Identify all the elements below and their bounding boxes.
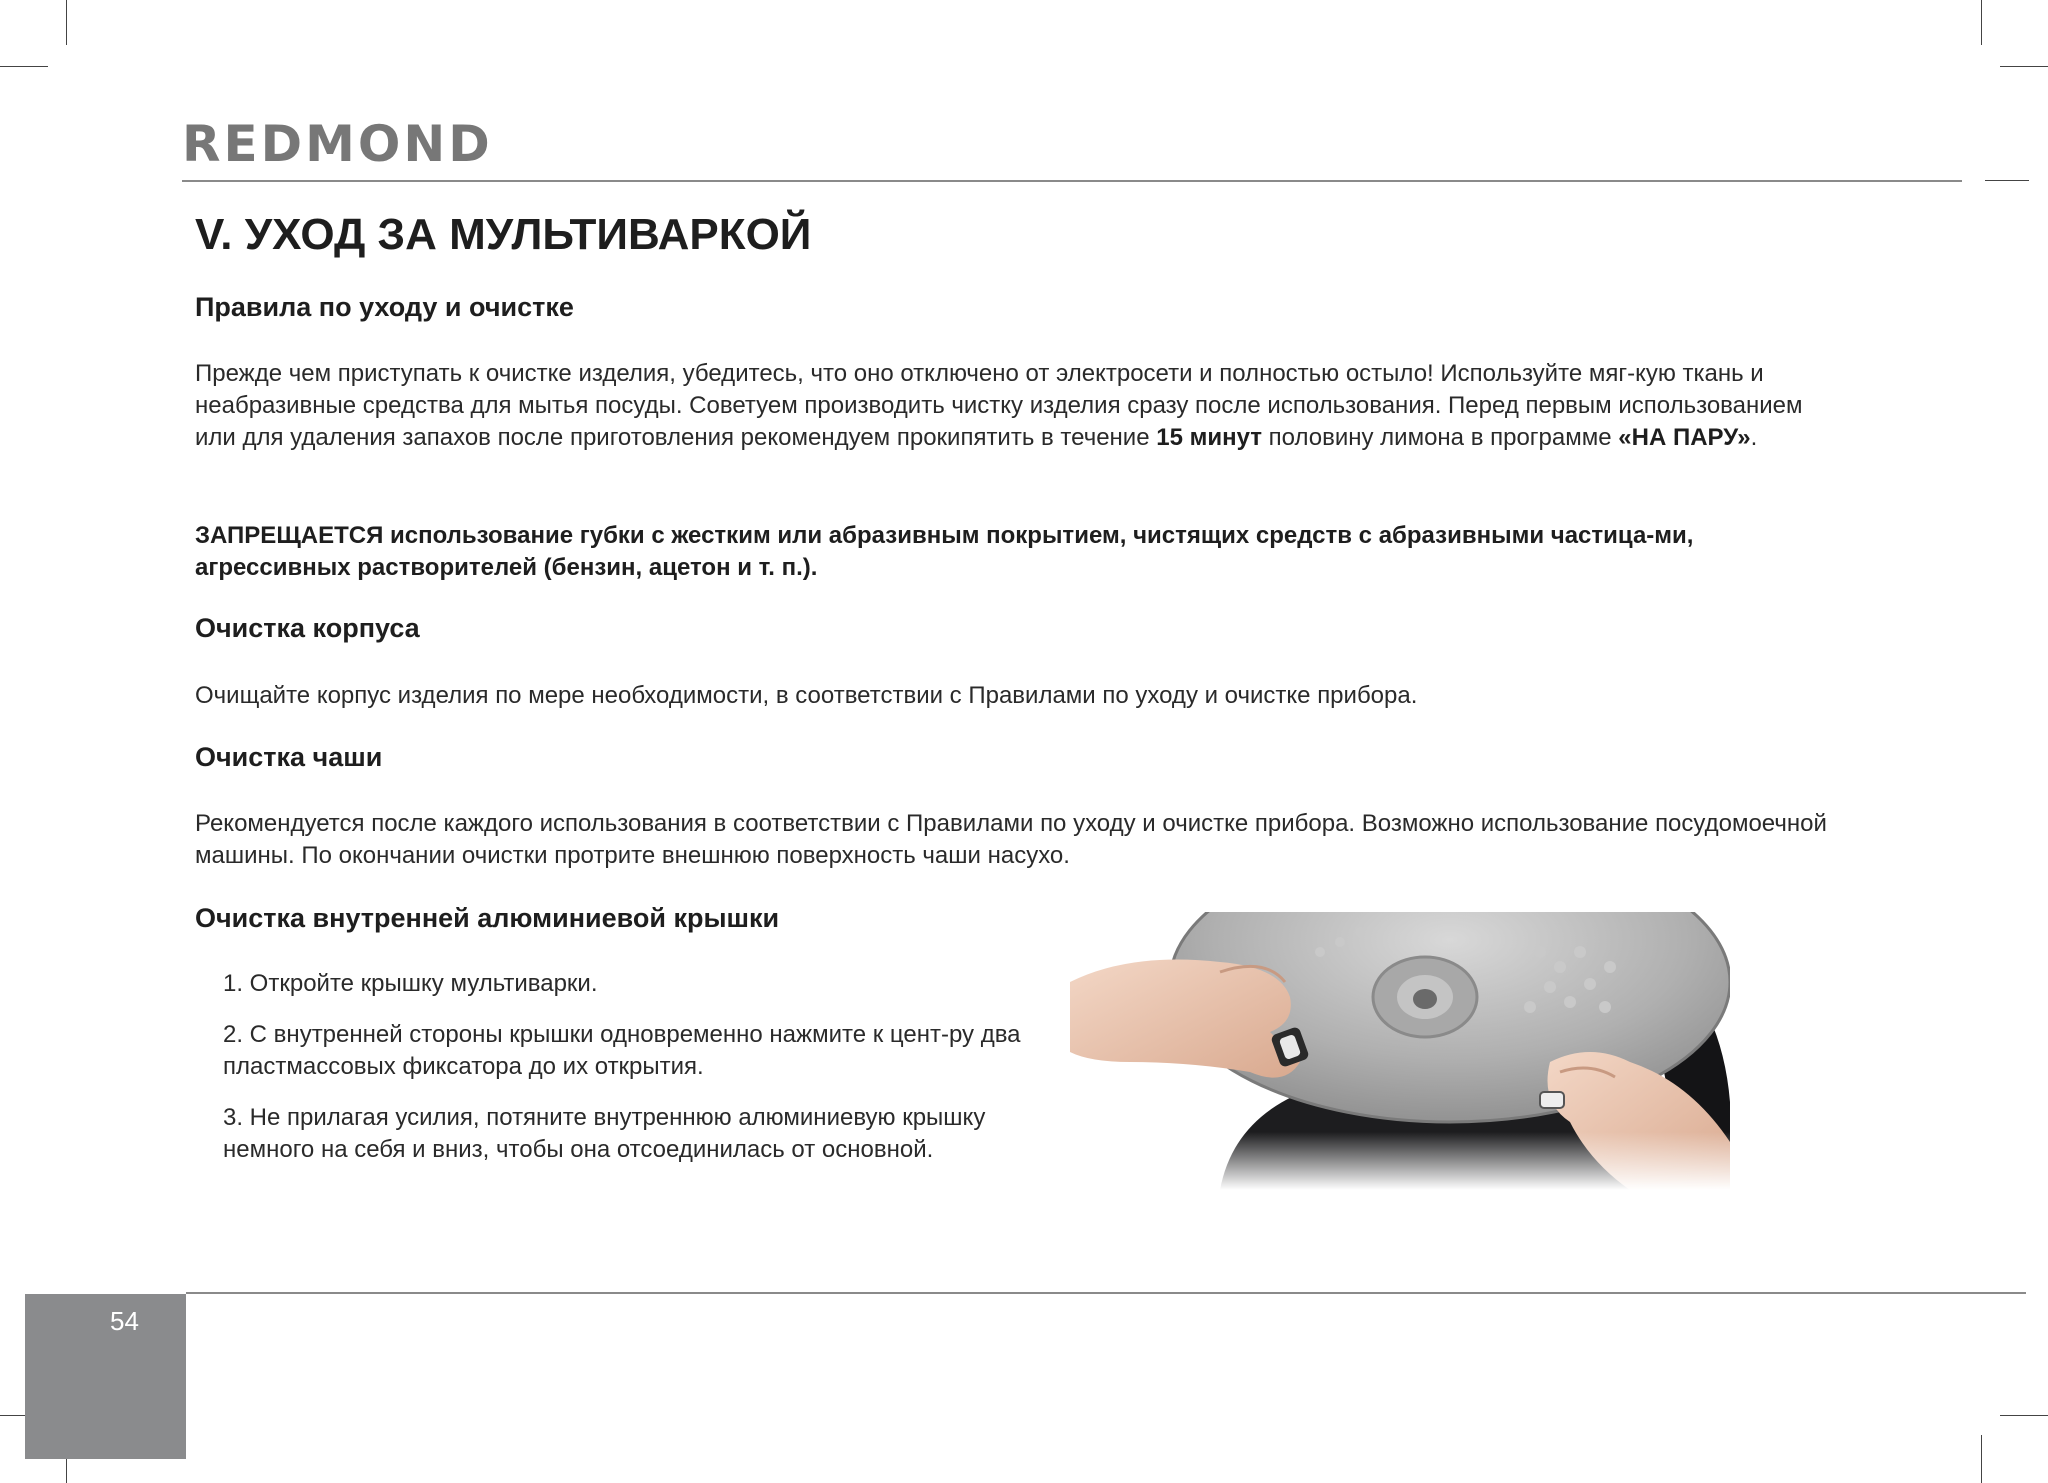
crop-mark [1981,1435,1982,1483]
warning-paragraph: ЗАПРЕЩАЕТСЯ использование губки с жестким или абразивным покрытием, чистящих средств с абразивными частица-ми, агрессивных растворителей (бензин, ацетон и т. п.). [195,522,1694,581]
crop-mark [1981,0,1982,45]
lid-cleaning-heading: Очистка внутренней алюминиевой крышки [195,903,780,933]
body-cleaning-heading: Очистка корпуса [195,613,420,643]
list-item: 2. С внутренней стороны крышки одновременно нажмите к цент-ру два пластмассовых фиксатора до их открытия. [223,1021,1021,1080]
lid-cleaning-steps [223,968,1043,1185]
section-title: V. УХОД ЗА МУЛЬТИВАРКОЙ [195,210,812,259]
crop-mark [2000,66,2048,67]
header-divider [182,180,1962,182]
lid-removal-illustration [1070,912,1730,1190]
list-item: 1. Откройте крышку мультиварки. [223,970,598,997]
page-number: 54 [110,1306,139,1336]
rules-paragraph: Прежде чем приступать к очистке изделия, убедитесь, что оно отключено от электросети и полностью остыло! Используйте мяг-кую ткань и неабразивные средства для мытья посуды. Советуем производить чистку изделия сразу после использования. Перед первым использованием или для удаления запахов после приготовления рекомендуем прокипятить в течение 15 минут половину лимона в программе «НА ПАРУ». [195,360,1803,451]
body-cleaning-text: Очищайте корпус изделия по мере необходимости, в соответствии с Правилами по уходу и очистке прибора. [195,682,1418,709]
crop-mark [66,0,67,45]
crop-mark [2000,1415,2048,1416]
list-item: 3. Не прилагая усилия, потяните внутреннюю алюминиевую крышку немного на себя и вниз, чтобы она отсоединилась от основной. [223,1104,986,1163]
rules-heading: Правила по уходу и очистке [195,292,574,322]
bowl-cleaning-text: Рекомендуется после каждого использования в соответствии с Правилами по уходу и очистке прибора. Возможно использование посудомоечной машины. По окончании очистки протрите внешнюю поверхность чаши насухо. [195,810,1827,869]
duration-bold: 15 минут [1156,424,1262,451]
crop-mark [1985,180,2029,181]
page-number-box [25,1294,186,1459]
bowl-cleaning-heading: Очистка чаши [195,742,383,772]
footer-divider [186,1292,2026,1294]
program-bold: «НА ПАРУ» [1618,424,1751,451]
redmond-logo: REDMOND [182,115,493,173]
crop-mark [0,66,48,67]
